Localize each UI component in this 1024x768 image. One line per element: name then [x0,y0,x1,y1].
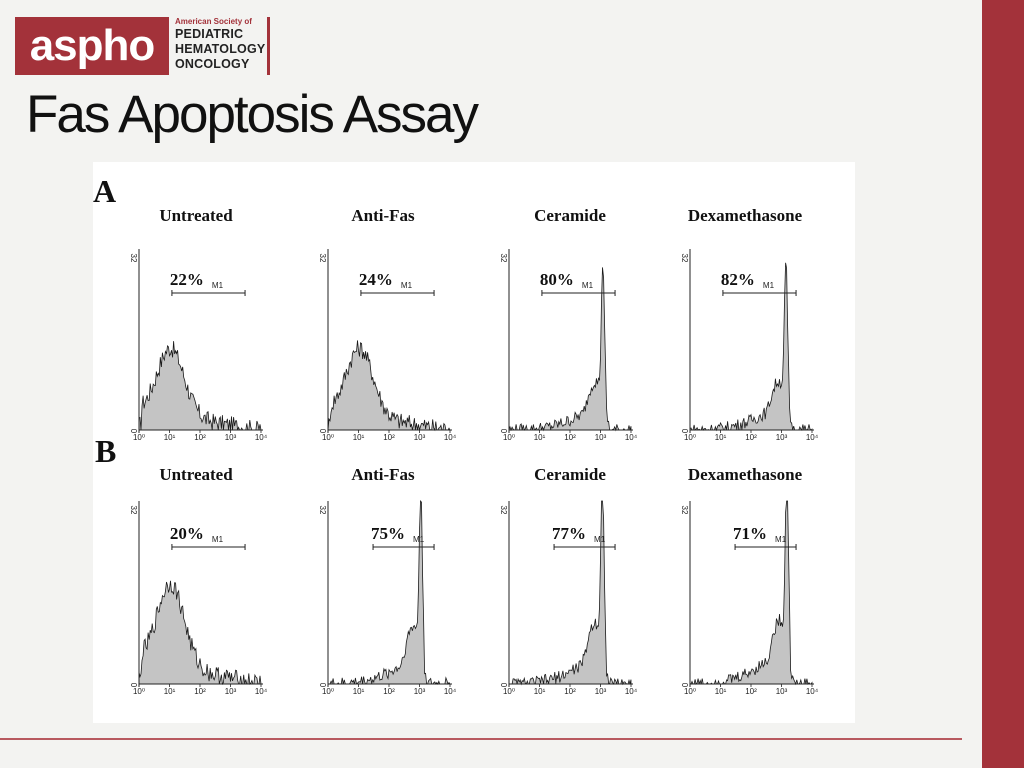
x-tick-label: 10² [383,433,395,442]
x-tick-label: 10⁴ [443,687,457,696]
panel-title: Dexamethasone [687,206,803,225]
x-tick-label: 10³ [413,433,426,442]
percent-label: 77% [552,524,587,543]
histogram-series [328,340,450,430]
percent-label: 20% [169,524,204,543]
histogram-figure [93,162,855,723]
x-tick-label: 10¹ [163,433,176,442]
y-tick-label: 0 [499,682,508,688]
panel-title: Anti-Fas [351,206,415,225]
x-tick-label: 10² [745,687,757,696]
y-tick-label: 32 [499,253,508,263]
y-tick-label: 0 [318,682,327,688]
x-tick-label: 10² [383,687,395,696]
y-tick-label: 32 [680,253,689,263]
x-tick-label: 10³ [413,687,426,696]
y-tick-label: 0 [680,428,689,434]
x-tick-label: 10⁰ [132,687,146,696]
x-tick-label: 10³ [594,687,607,696]
x-tick-label: 10² [194,433,206,442]
x-tick-label: 10⁴ [805,687,819,696]
y-tick-label: 32 [318,505,327,515]
x-tick-label: 10¹ [714,433,727,442]
marker-label: M1 [400,281,413,290]
logo-line-1: American Society of [175,17,252,26]
x-tick-label: 10⁰ [321,433,335,442]
x-tick-label: 10² [564,687,576,696]
histogram-figure-svg [93,162,855,723]
logo-line-2: PEDIATRIC [175,27,244,41]
y-tick-label: 0 [499,428,508,434]
x-tick-label: 10² [745,433,757,442]
x-tick-label: 10⁴ [254,687,268,696]
logo-divider [267,17,270,75]
y-tick-label: 0 [129,682,138,688]
logo-wordmark: aspho [15,17,169,75]
marker-label: M1 [581,281,594,290]
y-tick-label: 32 [129,253,138,263]
accent-bar [982,0,1024,768]
panel-title: Untreated [159,465,233,484]
panel-label-b: B [95,433,117,469]
histogram-series [139,581,261,684]
x-tick-label: 10¹ [533,687,546,696]
x-tick-label: 10³ [224,433,237,442]
x-tick-label: 10¹ [352,433,365,442]
x-tick-label: 10⁰ [502,433,516,442]
panel-title: Dexamethasone [687,465,803,484]
panel-title: Ceramide [534,465,606,484]
x-tick-label: 10⁴ [624,687,638,696]
y-tick-label: 0 [318,428,327,434]
y-tick-label: 32 [318,253,327,263]
marker-label: M1 [211,281,224,290]
x-tick-label: 10¹ [352,687,365,696]
x-tick-label: 10⁰ [683,433,697,442]
x-tick-label: 10⁰ [321,687,335,696]
y-tick-label: 32 [499,505,508,515]
marker-label: M1 [762,281,775,290]
x-tick-label: 10³ [224,687,237,696]
histogram-series [139,341,261,430]
x-tick-label: 10⁴ [443,433,457,442]
panel-label-a: A [93,173,117,209]
x-tick-label: 10² [564,433,576,442]
logo-line-3: HEMATOLOGY [175,42,266,56]
logo-line-4: ONCOLOGY [175,57,250,71]
y-tick-label: 32 [129,505,138,515]
footer-rule [0,738,962,740]
panel-title: Untreated [159,206,233,225]
x-tick-label: 10² [194,687,206,696]
percent-label: 24% [358,270,393,289]
panel-title: Ceramide [534,206,606,225]
x-tick-label: 10⁰ [502,687,516,696]
marker-label: M1 [775,535,787,544]
x-tick-label: 10⁴ [624,433,638,442]
x-tick-label: 10³ [594,433,607,442]
y-tick-label: 0 [680,682,689,688]
x-tick-label: 10³ [775,433,788,442]
aspho-logo [15,17,271,75]
x-tick-label: 10⁰ [683,687,697,696]
y-tick-label: 0 [129,428,138,434]
percent-label: 80% [539,270,574,289]
percent-label: 75% [371,524,406,543]
x-tick-label: 10¹ [714,687,727,696]
panel-title: Anti-Fas [351,465,415,484]
x-tick-label: 10⁴ [254,433,268,442]
x-tick-label: 10⁴ [805,433,819,442]
marker-label: M1 [211,535,224,544]
percent-label: 82% [720,270,755,289]
logo-org-name [175,17,265,75]
x-tick-label: 10³ [775,687,788,696]
percent-label: 71% [733,524,768,543]
marker-label: M1 [413,535,425,544]
x-tick-label: 10¹ [533,433,546,442]
slide-title: Fas Apoptosis Assay [26,85,478,144]
marker-label: M1 [594,535,606,544]
histogram-series [509,267,631,430]
percent-label: 22% [169,270,204,289]
x-tick-label: 10¹ [163,687,176,696]
y-tick-label: 32 [680,505,689,515]
x-tick-label: 10⁰ [132,433,146,442]
